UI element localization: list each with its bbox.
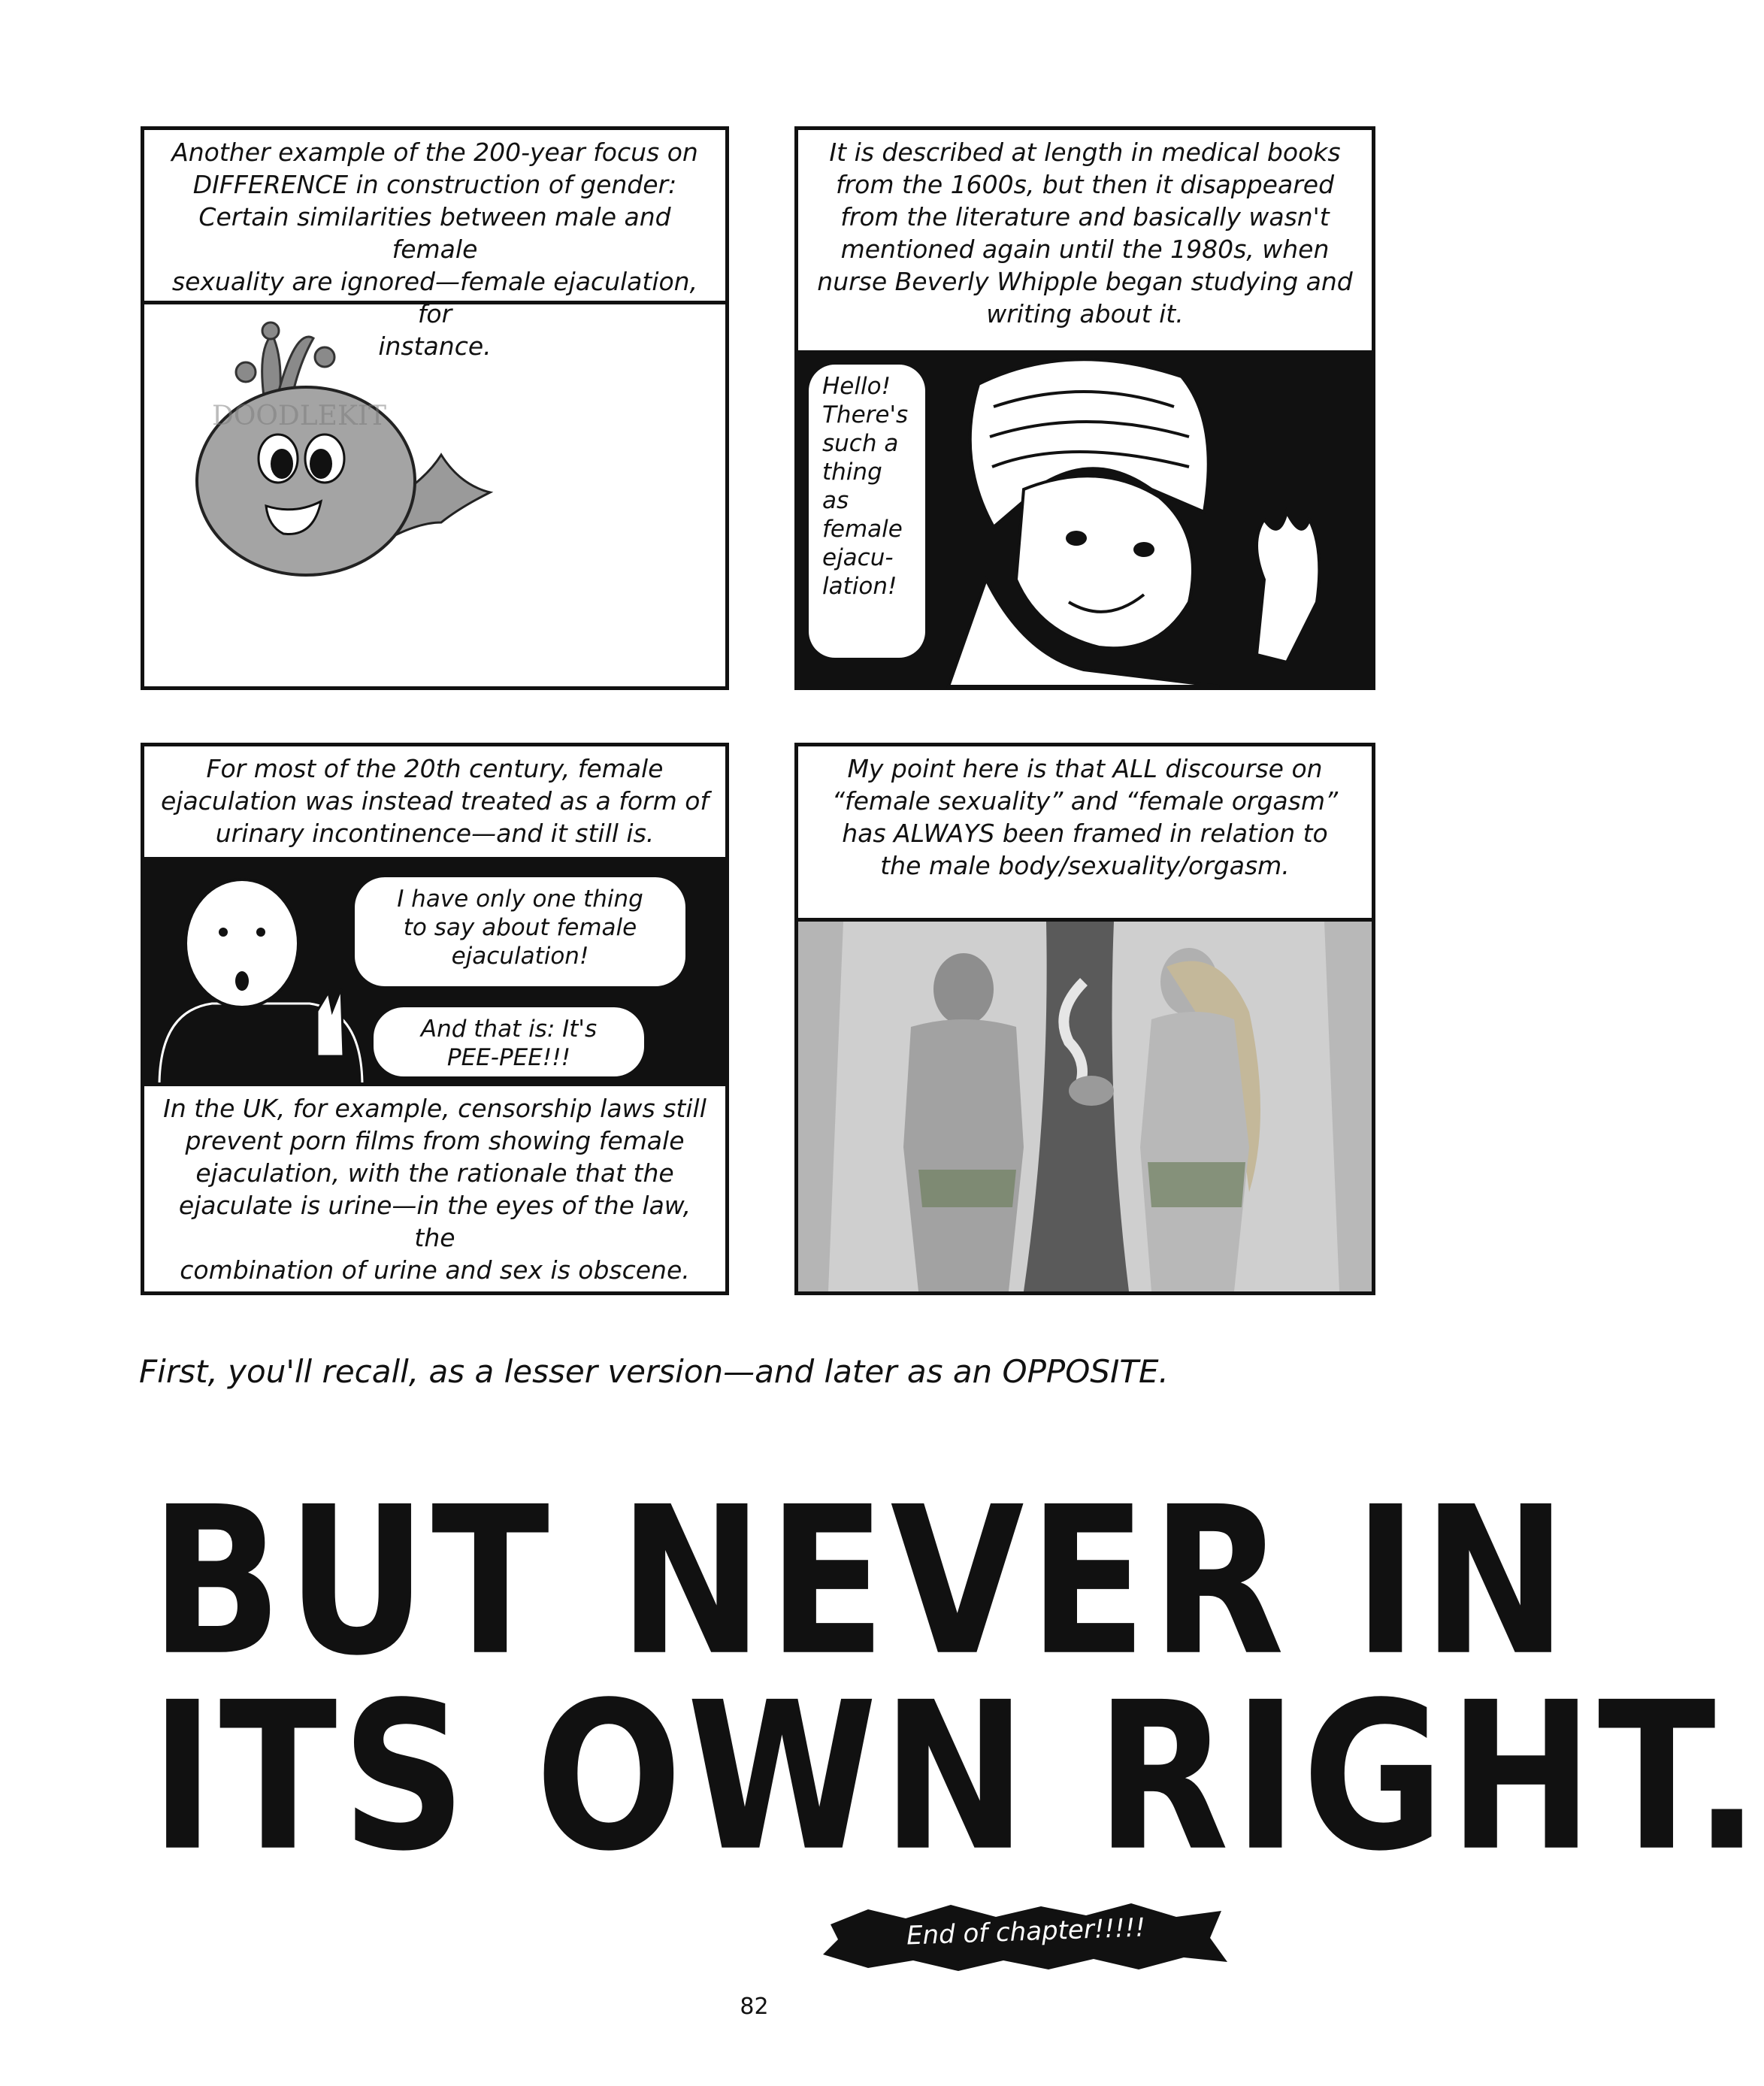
panel-2-caption: It is described at length in medical books from the 1600s, but then it disappeared from the literature and basically wasn't mentioned again until the 1980s, when nurse Beverly Whipple began studying and writing about it. xyxy=(798,130,1372,354)
panel-whipple xyxy=(794,126,1375,690)
panel-adam-eve xyxy=(794,743,1375,1295)
bald-man-illustration xyxy=(144,861,725,1086)
whale-illustration xyxy=(144,304,725,686)
whipple-speech-bubble: Hello! There's such a thing as female ejacu- lation! xyxy=(809,365,925,658)
adam-eve-illustration xyxy=(798,922,1372,1291)
headline-line-2: ITS OWN RIGHT. xyxy=(150,1659,1764,1897)
panel-3-caption-top: For most of the 20th century, female ejaculation was instead treated as a form of urinary incontinence—and it still is. xyxy=(144,746,725,861)
man-speech-bubble-1: I have only one thing to say about female ejaculation! xyxy=(355,877,685,986)
whipple-illustration xyxy=(798,354,1372,686)
panel-incontinence xyxy=(141,743,729,1295)
panel-4-caption: My point here is that ALL discourse on “female sexuality” and “female orgasm” has ALWAYS been framed in relation to the male body/sexuality/orgasm. xyxy=(798,746,1372,922)
panel-whale xyxy=(141,126,729,690)
end-of-chapter-label: End of chapter!!!!! xyxy=(906,1912,1146,1951)
closing-line: First, you'll recall, as a lesser version—and later as an OPPOSITE. xyxy=(139,1353,1169,1390)
headline-line-1: BUT NEVER IN xyxy=(150,1464,1572,1701)
whale-watermark: DOODLEKIT xyxy=(212,401,387,431)
panel-3-caption-bottom: In the UK, for example, censorship laws still prevent porn films from showing female ejaculation, with the rationale that the ejaculate is urine—in the eyes of the law, the combination of urine and sex is obscene. xyxy=(144,1082,725,1291)
end-of-chapter-badge xyxy=(815,1894,1236,1977)
panel-1-caption: Another example of the 200-year focus on DIFFERENCE in construction of gender: Certain similarities between male and female sexuality are ignored—female ejaculation, for instance. xyxy=(144,130,725,304)
man-speech-bubble-2: And that is: It's PEE-PEE!!! xyxy=(374,1007,644,1076)
page-number: 82 xyxy=(740,1994,769,2020)
